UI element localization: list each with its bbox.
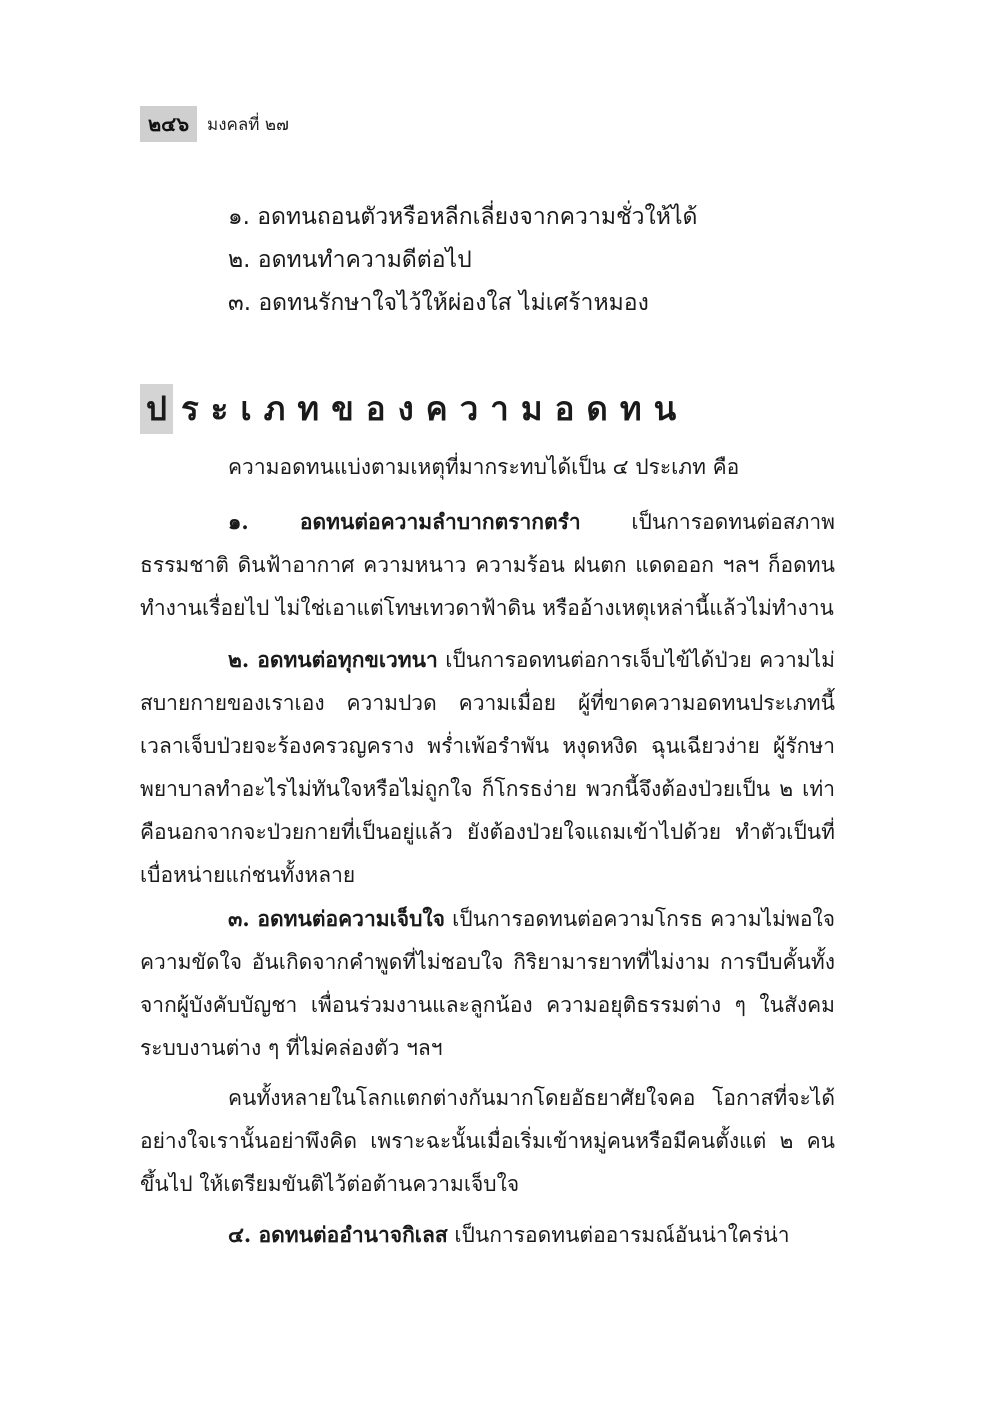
type-4-term: ๔. อดทนต่ออำนาจกิเลส: [228, 1222, 448, 1247]
intro-list-item-3: ๓. อดทนรักษาใจไว้ให้ผ่องใส ไม่เศร้าหมอง: [228, 290, 649, 316]
extra-paragraph-text: คนทั้งหลายในโลกแตกต่างกันมากโดยอัธยาศัยใจคอ โอกาสที่จะได้อย่างใจเรานั้นอย่าพึงคิด เพราะฉะนั้นเมื่อเริ่มเข้าหมู่คนหรือมีคนตั้งแต่ ๒ คนขึ้นไป ให้เตรียมขันติไว้ต่อต้านความเจ็บใจ: [140, 1086, 835, 1196]
intro-list: [228, 196, 697, 325]
type-paragraph-1: [140, 500, 835, 630]
type-3-term: ๓. อดทนต่อความเจ็บใจ: [228, 906, 445, 931]
section-intro-text: ความอดทนแบ่งตามเหตุที่มากระทบได้เป็น ๔ ประเภท คือ: [228, 455, 740, 479]
type-1-text-block: [140, 500, 835, 630]
type-2-term: ๒. อดทนต่อทุกขเวทนา: [228, 647, 438, 672]
type-paragraph-3: [140, 897, 835, 1070]
page-header: [140, 106, 289, 142]
section-intro: [140, 446, 835, 489]
type-1-term: ๑. อดทนต่อความลำบากตรากตรำ: [228, 509, 581, 534]
page-number: ๒๔๖: [140, 106, 197, 142]
type-2-description: เป็นการอดทนต่อการเจ็บไข้ได้ป่วย ความไม่สบายกายของเราเอง ความปวด ความเมื่อย ผู้ที่ขาดความอดทนประเภทนี้ เวลาเจ็บป่วยจะร้องครวญคราง พร่ำเพ้อรำพัน หงุดหงิด ฉุนเฉียวง่าย ผู้รักษาพยาบาลทำอะไรไม่ทันใจหรือไม่ถูกใจ ก็โกรธง่าย พวกนี้จึงต้องป่วยเป็น ๒ เท่า คือนอกจากจะป่วยกายที่เป็นอยู่แล้ว ยังต้องป่วยใจแถมเข้าไปด้วย ทำตัวเป็นที่เบื่อหน่ายแก่ชนทั้งหลาย: [140, 648, 835, 887]
type-paragraph-4: [140, 1213, 835, 1257]
intro-list-item-2: ๒. อดทนทำความดีต่อไป: [228, 247, 472, 273]
type-3-description: เป็นการอดทนต่อความโกรธ ความไม่พอใจ ความขัดใจ อันเกิดจากคำพูดที่ไม่ชอบใจ กิริยามารยาทที่ไม่งาม การบีบคั้นทั้งจากผู้บังคับบัญชา เพื่อนร่วมงานและลูกน้อง ความอยุติธรรมต่าง ๆ ในสังคม ระบบงานต่าง ๆ ที่ไม่คล่องตัว ฯลฯ: [140, 907, 835, 1060]
type-3-text-block: [140, 897, 835, 1070]
running-head: มงคลที่ ๒๗: [207, 114, 289, 135]
section-heading-text: ระเภทของความอดทน: [180, 389, 689, 428]
type-paragraph-2: [140, 638, 835, 897]
type-4-text-block: [140, 1213, 835, 1257]
type-1-description: เป็นการอดทนต่อสภาพธรรมชาติ ดินฟ้าอากาศ ความหนาว ความร้อน ฝนตก แดดออก ฯลฯ ก็อดทนทำงานเรื่อยไป ไม่ใช่เอาแต่โทษเทวดาฟ้าดิน หรืออ้างเหตุเหล่านี้แล้วไม่ทำงาน: [140, 510, 835, 620]
type-4-description: เป็นการอดทนต่ออารมณ์อันน่าใคร่น่า: [447, 1223, 790, 1247]
intro-list-item-1: ๑. อดทนถอนตัวหรือหลีกเลี่ยงจากความชั่วให้ได้: [228, 204, 698, 230]
section-heading-first-letter: ป: [140, 384, 173, 434]
section-heading: [140, 384, 688, 434]
type-2-text-block: [140, 638, 835, 897]
extra-paragraph: [140, 1077, 835, 1206]
